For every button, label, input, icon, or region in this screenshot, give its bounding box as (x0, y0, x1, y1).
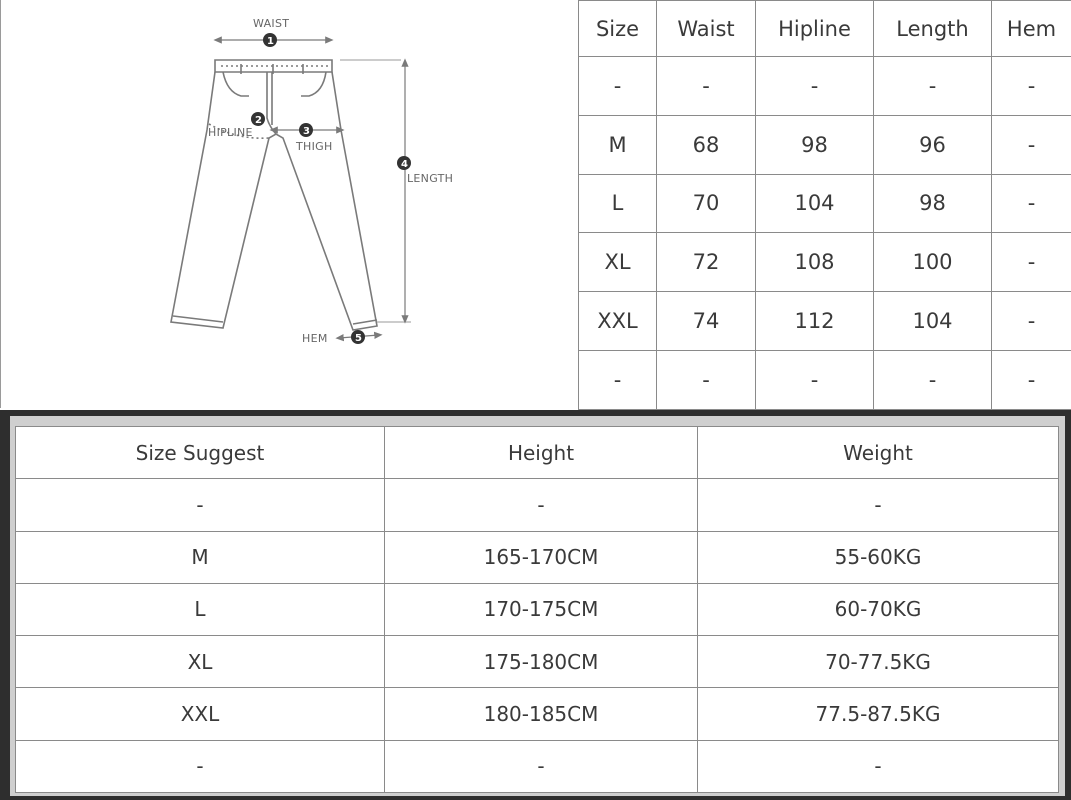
thigh-label: THIGH (296, 140, 333, 153)
size-cell: XL (579, 233, 657, 292)
weight-cell: 60-70KG (698, 583, 1059, 635)
length-cell: 100 (874, 233, 992, 292)
hipline-cell: - (756, 350, 874, 409)
height-cell: 165-170CM (385, 531, 698, 583)
waist-cell: - (657, 57, 756, 116)
weight-header: Weight (698, 427, 1059, 479)
table-row (16, 688, 1059, 740)
marker-3-number: 3 (303, 126, 310, 137)
weight-cell: - (698, 740, 1059, 792)
hipline-label: HIPLINE (208, 126, 253, 139)
size-table-header-row (579, 1, 1071, 57)
height-header: Height (385, 427, 698, 479)
height-cell: - (385, 479, 698, 531)
length-cell: 104 (874, 292, 992, 351)
height-cell: 170-175CM (385, 583, 698, 635)
waist-cell: 68 (657, 115, 756, 174)
size-cell: - (16, 479, 385, 531)
size-suggest-panel (10, 416, 1065, 796)
table-row (579, 350, 1071, 409)
length-cell: 96 (874, 115, 992, 174)
size-cell: XXL (16, 688, 385, 740)
hipline-cell: 108 (756, 233, 874, 292)
pants-outline (171, 60, 377, 330)
hem-cell: - (992, 174, 1071, 233)
length-cell: 98 (874, 174, 992, 233)
size-cell: - (16, 740, 385, 792)
hipline-cell: 112 (756, 292, 874, 351)
table-row (16, 740, 1059, 792)
table-row (579, 292, 1071, 351)
table-row (579, 233, 1071, 292)
size-cell: M (579, 115, 657, 174)
table-row (579, 115, 1071, 174)
hem-cell: - (992, 292, 1071, 351)
pants-diagram-svg (1, 0, 579, 408)
waist-cell: 72 (657, 233, 756, 292)
waist-cell: 70 (657, 174, 756, 233)
waist-label: WAIST (253, 17, 290, 30)
weight-cell: - (698, 479, 1059, 531)
weight-cell: 70-77.5KG (698, 636, 1059, 688)
table-row (16, 531, 1059, 583)
table-row (16, 636, 1059, 688)
hem-cell: - (992, 350, 1071, 409)
length-header: Length (874, 1, 992, 57)
marker-1-number: 1 (267, 36, 274, 47)
hem-header: Hem (992, 1, 1071, 57)
marker-5-number: 5 (355, 333, 362, 344)
table-row (579, 174, 1071, 233)
weight-cell: 55-60KG (698, 531, 1059, 583)
hem-label: HEM (302, 332, 328, 345)
hem-cell: - (992, 57, 1071, 116)
size-cell: L (16, 583, 385, 635)
waist-header: Waist (657, 1, 756, 57)
size-measurement-table (578, 0, 1071, 410)
hipline-cell: - (756, 57, 874, 116)
marker-4-number: 4 (401, 159, 408, 170)
table-row (579, 57, 1071, 116)
suggest-table-header-row (16, 427, 1059, 479)
size-suggest-frame (0, 410, 1071, 800)
waist-cell: - (657, 350, 756, 409)
height-cell: 180-185CM (385, 688, 698, 740)
hipline-header: Hipline (756, 1, 874, 57)
table-row (16, 583, 1059, 635)
size-suggest-table (15, 426, 1059, 793)
size-cell: XL (16, 636, 385, 688)
size-cell: M (16, 531, 385, 583)
marker-2-number: 2 (255, 115, 262, 126)
height-cell: 175-180CM (385, 636, 698, 688)
size-cell: - (579, 350, 657, 409)
height-cell: - (385, 740, 698, 792)
size-cell: - (579, 57, 657, 116)
size-cell: XXL (579, 292, 657, 351)
length-cell: - (874, 350, 992, 409)
size-header: Size (579, 1, 657, 57)
waist-cell: 74 (657, 292, 756, 351)
table-row (16, 479, 1059, 531)
size-cell: L (579, 174, 657, 233)
hipline-cell: 104 (756, 174, 874, 233)
length-cell: - (874, 57, 992, 116)
hipline-cell: 98 (756, 115, 874, 174)
length-label: LENGTH (407, 172, 454, 185)
hem-cell: - (992, 115, 1071, 174)
weight-cell: 77.5-87.5KG (698, 688, 1059, 740)
hem-cell: - (992, 233, 1071, 292)
pants-measurement-diagram (0, 0, 578, 408)
size-suggest-header: Size Suggest (16, 427, 385, 479)
